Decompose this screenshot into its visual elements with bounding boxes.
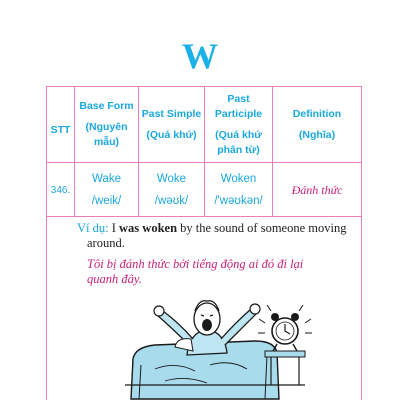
header-past-simple-label: Past Simple: [141, 107, 202, 120]
row-stt: 346.: [47, 163, 75, 216]
past-participle-word: Woken: [220, 172, 257, 185]
base-form-ipa: /weik/: [91, 194, 122, 207]
header-definition-label: Definition: [292, 107, 342, 120]
header-stt: [47, 87, 75, 162]
header-base-form-vi: (Nguyên mẫu): [85, 121, 128, 148]
waking-man-illustration: [115, 289, 315, 400]
past-simple-word: Woke: [156, 172, 187, 185]
example-en-bold: was woken: [119, 221, 178, 235]
header-past-participle: [205, 87, 273, 162]
row-definition: Đánh thức: [291, 182, 343, 197]
header-past-simple: [139, 87, 205, 162]
header-stt-label: STT: [50, 124, 71, 136]
example-english: [77, 221, 361, 251]
row-base-form: [75, 163, 139, 216]
example-vi-line2: quanh đây.: [87, 272, 142, 286]
header-base-form-label: Base Form: [79, 100, 134, 112]
header-definition: [273, 87, 361, 162]
table-row: [47, 163, 361, 217]
example-label: Ví dụ:: [77, 221, 109, 235]
verb-table: [46, 86, 362, 400]
example-vietnamese: [77, 257, 361, 287]
example-section: [47, 217, 361, 400]
row-past-simple: [139, 163, 205, 216]
example-vi-line1: Tôi bị đánh thức bởi tiếng động ai đó đi lại: [87, 257, 304, 271]
example-en-after: by the sound of someone moving: [180, 221, 347, 235]
header-past-participle-label: Past Participle: [214, 92, 263, 120]
header-row: [47, 87, 361, 163]
page-letter: W: [182, 36, 218, 76]
header-definition-vi: (Nghĩa): [298, 128, 336, 141]
example-en-before: I: [111, 221, 116, 235]
base-form-word: Wake: [92, 172, 121, 185]
header-base-form: [75, 87, 139, 162]
past-participle-ipa: /'wəʊkən/: [214, 194, 263, 207]
header-past-simple-vi: (Quá khứ): [146, 128, 197, 141]
header-past-participle-vi: (Quá khứ phân từ): [215, 128, 262, 156]
past-simple-ipa: /wəʊk/: [154, 194, 189, 207]
row-past-participle: [205, 163, 273, 216]
example-en-line2: around.: [87, 236, 125, 250]
